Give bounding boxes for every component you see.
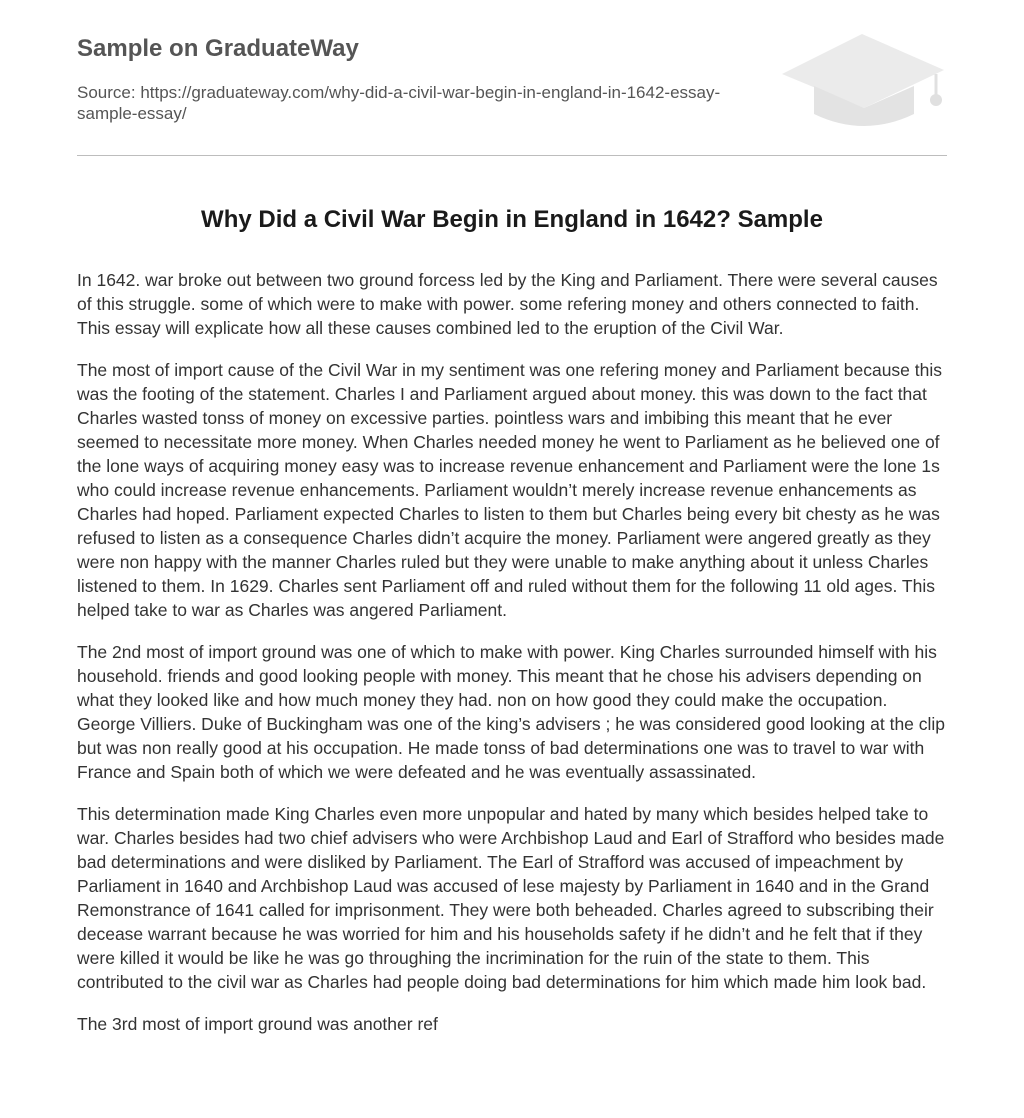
article-title: Why Did a Civil War Begin in England in 1642? Sample [201,206,823,233]
paragraph: This determination made King Charles even more unpopular and hated by many which besides helped take to war. Charles besides had two chief advisers who were Archbishop Laud and Earl of Strafford who besides made bad determinations and were disliked by Parliament. The Earl of Strafford was accused of impeachment by Parliament in 1640 and Archbishop Laud was accused of lese majesty by Parliament in 1640 and in the Grand Remonstrance of 1641 called for imprisonment. They were both beheaded. Charles agreed to subscribing their decease warrant because he was worried for him and his households safety if he didn’t and he felt that if they were killed it would be like he was go throughing the incrimination for the ruin of the state to them. This contributed to the civil war as Charles had people doing bad determinations for him which made him look bad. [77,804,945,992]
graduation-cap-icon [780,28,950,134]
site-title: Sample on GraduateWay [77,35,359,62]
paragraph: The 2nd most of import ground was one of which to make with power. King Charles surrounded himself with his household. friends and good looking people with money. This meant that he chose his advisers depending on what they looked like and how much money they had. non on how good they could make the occupation. George Villiers. Duke of Buckingham was one of the king’s advisers ; he was considered good looking at the clip but was non really good at his occupation. He made tonss of bad determinations one was to travel to war with France and Spain both of which we were defeated and he was eventually assassinated. [77,642,946,782]
paragraph: The 3rd most of import ground was another ref [77,1014,438,1034]
header-divider [77,155,947,156]
source-link[interactable]: https://graduateway.com/why-did-a-civil-war-begin-in-england-in-1642-essay-sample-essay/ [77,83,721,123]
paragraph: The most of import cause of the Civil War in my sentiment was one refering money and Parliament because this was the footing of the statement. Charles I and Parliament argued about money. this was down to the fact that Charles wasted tonss of money on excessive parties. pointless wars and imbibing this meant that he ever seemed to necessitate more money. When Charles needed money he went to Parliament as he believed one of the lone ways of acquiring money easy was to increase revenue enhancement and Parliament were the lone 1s who could increase revenue enhancements. Parliament wouldn’t merely increase revenue enhancements as Charles had hoped. Parliament expected Charles to listen to them but Charles being every bit chesty as he was refused to listen as a consequence Charles didn’t acquire the money. Parliament were angered greatly as they were non happy with the manner Charles ruled but they were unable to make anything about it unless Charles listened to them. In 1629. Charles sent Parliament off and ruled without them for the following 11 old ages. This helped take to war as Charles was angered Parliament. [77,360,943,620]
article-body [77,268,947,1054]
paragraph: In 1642. war broke out between two ground forcess led by the King and Parliament. There were several causes of this struggle. some of which were to make with power. some refering money and others connected to faith. This essay will explicate how all these causes combined led to the eruption of the Civil War. [77,270,938,338]
source-label: Source: [77,83,136,102]
source-line [77,82,767,124]
header [77,34,767,124]
